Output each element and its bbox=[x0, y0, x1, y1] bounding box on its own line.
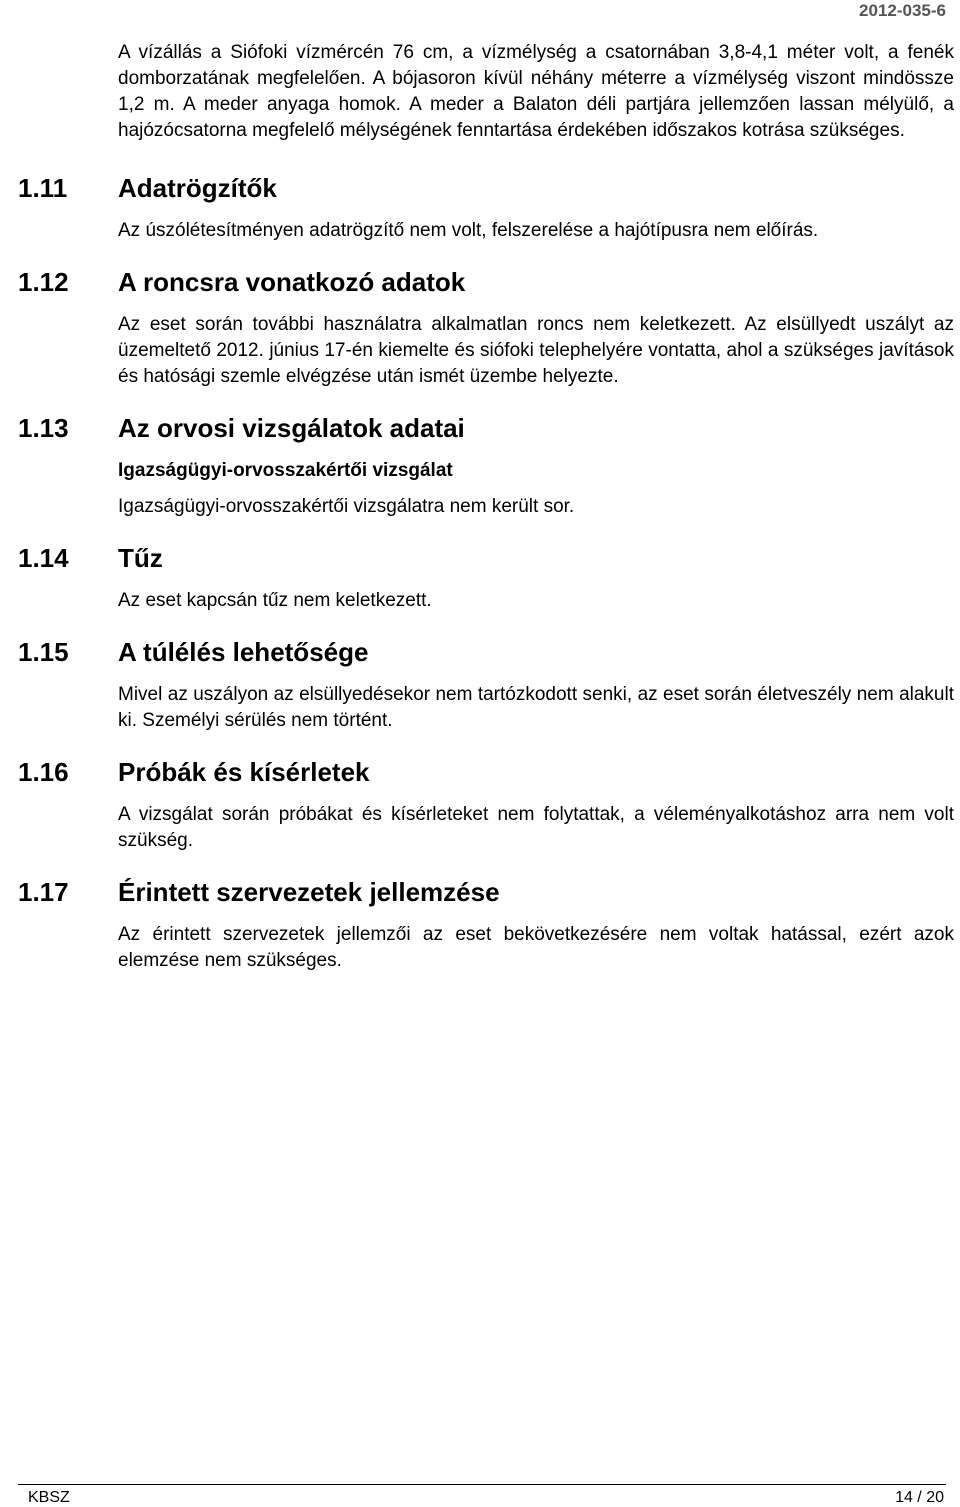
section-number: 1.13 bbox=[18, 413, 69, 443]
section-number: 1.11 bbox=[18, 173, 68, 203]
section-heading bbox=[18, 172, 954, 204]
section-text: Igazságügyi-orvosszakértői vizsgálatra nem került sor. bbox=[118, 496, 575, 517]
section-1-17 bbox=[18, 876, 954, 974]
section-heading bbox=[18, 266, 954, 298]
section-title: Érintett szervezetek jellemzése bbox=[118, 877, 500, 907]
section-number: 1.15 bbox=[18, 637, 69, 667]
section-text: Mivel az uszályon az elsüllyedésekor nem tartózkodott senki, az eset során életveszély nem alakult ki. Személyi sérülés nem történt. bbox=[118, 684, 954, 731]
document-id: 2012-035-6 bbox=[859, 1, 946, 20]
section-1-11 bbox=[18, 172, 954, 244]
section-title: Az orvosi vizsgálatok adatai bbox=[118, 413, 465, 443]
section-1-16 bbox=[18, 756, 954, 854]
section-number: 1.14 bbox=[18, 543, 69, 573]
intro-paragraph: A vízállás a Siófoki vízmércén 76 cm, a vízmélység a csatornában 3,8-4,1 méter volt, a fenék domborzatának megfelelően. A bójasoron kívül néhány méterre a vízmélység viszont mindössze 1,2 m. A meder anyaga homok. A meder a Balaton déli partjára jellemzően lassan mélyülő, a hajózócsatorna megfelelő mélységének fenntartása érdekében időszakos kotrása szükséges. bbox=[118, 42, 954, 141]
section-text: Az úszólétesítményen adatrögzítő nem volt, felszerelése a hajótípusra nem előírás. bbox=[118, 220, 819, 241]
section-subheading: Igazságügyi-orvosszakértői vizsgálat bbox=[118, 460, 453, 481]
section-1-14 bbox=[18, 542, 954, 614]
page-number: 14 / 20 bbox=[895, 1489, 944, 1506]
section-heading bbox=[18, 756, 954, 788]
section-title: Tűz bbox=[118, 543, 163, 573]
section-title: A roncsra vonatkozó adatok bbox=[118, 267, 466, 297]
footer-organization: KBSZ bbox=[28, 1489, 70, 1506]
section-1-15 bbox=[18, 636, 954, 734]
section-title: A túlélés lehetősége bbox=[118, 637, 369, 667]
section-number: 1.17 bbox=[18, 877, 69, 907]
section-number: 1.12 bbox=[18, 267, 69, 297]
document-body bbox=[18, 40, 954, 996]
section-1-13 bbox=[18, 412, 954, 520]
section-heading bbox=[18, 412, 954, 444]
footer-divider bbox=[18, 1484, 946, 1485]
section-heading bbox=[18, 542, 954, 574]
section-number: 1.16 bbox=[18, 757, 69, 787]
section-text: Az eset kapcsán tűz nem keletkezett. bbox=[118, 590, 432, 611]
section-text: A vizsgálat során próbákat és kísérleteket nem folytattak, a véleményalkotáshoz arra nem volt szükség. bbox=[118, 804, 954, 851]
section-title: Adatrögzítők bbox=[118, 173, 277, 203]
section-heading bbox=[18, 876, 954, 908]
section-title: Próbák és kísérletek bbox=[118, 757, 370, 787]
section-1-12 bbox=[18, 266, 954, 390]
section-text: Az eset során további használatra alkalmatlan roncs nem keletkezett. Az elsüllyedt uszályt az üzemeltető 2012. június 17-én kiemelte és siófoki telephelyére vontatta, ahol a szükséges javítások és hatósági szemle elvégzése után ismét üzembe helyezte. bbox=[118, 314, 954, 387]
section-heading bbox=[18, 636, 954, 668]
section-text: Az érintett szervezetek jellemzői az eset bekövetkezésére nem voltak hatással, ezért azok elemzése nem szükséges. bbox=[118, 924, 954, 971]
